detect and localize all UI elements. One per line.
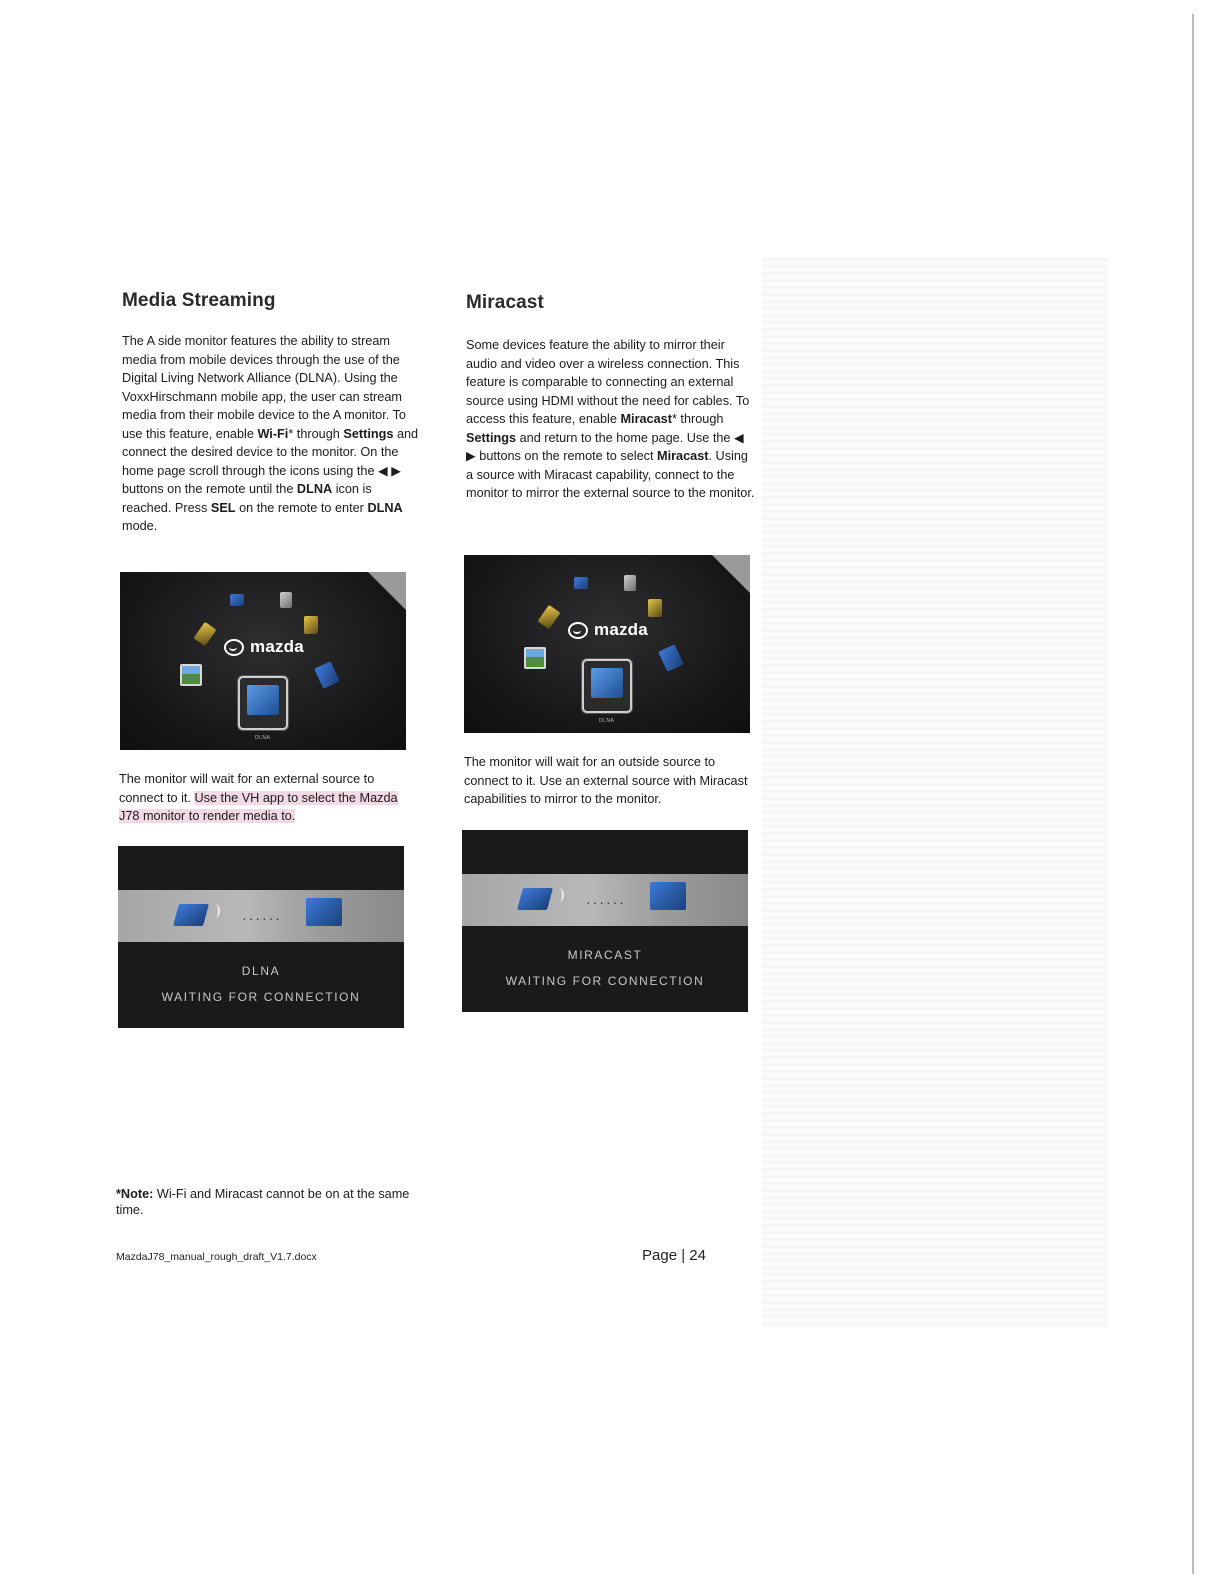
miracast-icon [314,661,340,689]
media-streaming-heading: Media Streaming [122,290,276,311]
left-run: on the remote to enter [235,500,368,515]
settings-tools-icon [624,575,636,591]
left-run: Wi-Fi [257,426,289,441]
right-run: Miracast [620,412,672,426]
dlna-wait-paragraph [119,770,409,826]
dlna-waiting-screenshot [118,846,404,1028]
left-run: and connect the desired device to the monitor. On the home page scroll through the icons using the ◀ ▶ buttons on the remote until the [122,426,419,496]
left-run: icon is reached. Press [122,482,372,515]
mazda-logo-mark [568,622,588,639]
usb-icon [194,622,217,646]
mazda-logo-text: mazda [250,637,304,656]
mazda-logo-mark [224,639,244,656]
mazda-logo [224,637,304,657]
left-run: DLNA [296,482,333,496]
miracast-paragraph [466,336,756,503]
left-run: SEL [210,500,236,515]
dlna-wait-text: The monitor will wait for an external source to connect to it. [119,772,375,805]
miracast-mode-title: MIRACAST [567,948,643,962]
selected-icon-label: DLNA [599,718,615,724]
miracast-waiting-screenshot [462,830,748,1012]
right-run: and return to the home page. Use the ◀ ▶ buttons on the remote to select [466,430,744,463]
connection-dots: ······ [586,894,626,910]
photo-icon [180,664,202,686]
page-edge-line [1192,14,1194,1574]
hdmi-icon [648,599,662,617]
dlna-home-menu-screenshot [120,572,406,750]
miracast-waiting-status: WAITING FOR CONNECTION [505,974,705,988]
miracast-heading: Miracast [466,292,544,313]
note-text: Wi-Fi and Miracast cannot be on at the same time. [116,1187,410,1217]
mazda-logo-text: mazda [594,620,648,639]
right-run: . Using a source with Miracast capability, connect to the monitor to mirror the external source to the monitor. [466,449,755,500]
right-run: Some devices feature the ability to mirror their audio and video over a wireless connection. This feature is comparable to connecting an external source using HDMI without the need for cables. To access this feature, enable [466,338,750,426]
phone-tablet-icon [517,888,553,910]
dlna-icon [247,685,279,715]
video-icon [230,594,244,606]
dlna-mode-title: DLNA [241,964,281,978]
photo-icon [524,647,546,669]
phone-tablet-icon [173,904,209,926]
selected-icon [582,659,632,713]
wireless-signal-icon [554,888,564,902]
usb-icon [538,605,561,629]
dlna-icon [591,668,623,698]
hdmi-icon [304,616,318,634]
scan-shadow-panel [762,258,1108,1328]
corner-tab [368,572,406,610]
monitor-icon [306,898,342,926]
note-label: *Note: [116,1187,154,1201]
media-streaming-paragraph [122,332,422,536]
footer-filename: MazdaJ78_manual_rough_draft_V1.7.docx [116,1251,317,1263]
note [116,1186,416,1218]
monitor-icon [650,882,686,910]
miracast-icon [658,644,684,672]
miracast-wait-paragraph: The monitor will wait for an outside source to connect to it. Use an external source with Miracast capabilities to mirror to the monitor. [464,755,748,806]
left-run: DLNA [367,500,403,515]
highlighted-instruction: Use the VH app to select the Mazda J78 monitor to render media to. [119,790,398,823]
connection-dots: ······ [242,910,282,926]
corner-tab [712,555,750,593]
wireless-signal-icon [210,904,220,918]
page-number: Page | 24 [642,1247,706,1264]
selected-dlna-icon [238,676,288,730]
left-run: Settings [343,426,394,441]
right-run: Miracast [657,449,709,463]
mazda-logo [568,620,648,640]
right-run: Settings [466,430,517,445]
left-run: The A side monitor features the ability to stream media from mobile devices through the use of the Digital Living Network Alliance (DLNA). Using the VoxxHirschmann mobile app, the user can stream media from their mobile device to the A monitor. To use this feature, enable [122,334,406,441]
selected-icon-label: DLNA [255,735,271,741]
media-streaming-column [122,290,422,536]
miracast-home-menu-screenshot [464,555,750,733]
settings-tools-icon [280,592,292,608]
dlna-waiting-status: WAITING FOR CONNECTION [161,990,361,1004]
video-icon [574,577,588,589]
miracast-column [466,292,756,503]
left-run: mode. [122,519,158,533]
left-run: * through [288,426,344,441]
right-run: * through [671,412,724,426]
